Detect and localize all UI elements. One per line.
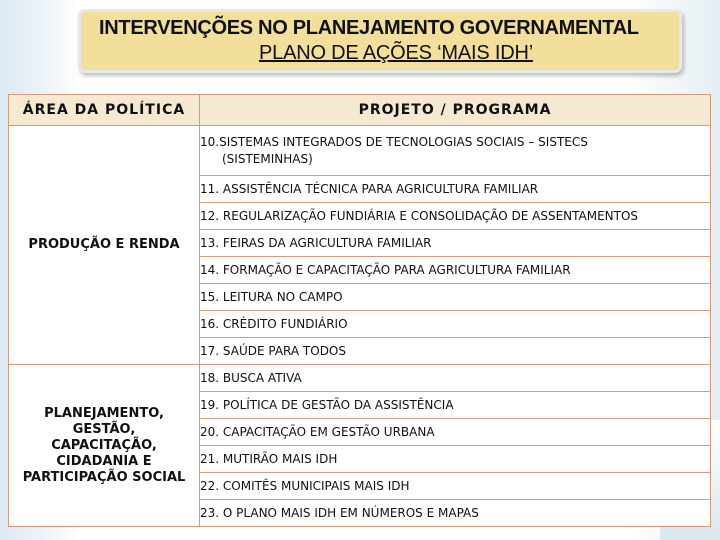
project-item-16: 16. CRÉDITO FUNDIÁRIO <box>200 311 711 338</box>
project-item-12: 12. REGULARIZAÇÃO FUNDIÁRIA E CONSOLIDAÇÃO DE ASSENTAMENTOS <box>200 203 711 230</box>
project-item-15: 15. LEITURA NO CAMPO <box>200 284 711 311</box>
table-header-row <box>9 95 711 126</box>
project-item-17: 17. SAÚDE PARA TODOS <box>200 338 711 365</box>
area-line: CIDADANIA E <box>56 453 152 469</box>
project-item-19: 19. POLÍTICA DE GESTÃO DA ASSISTÊNCIA <box>200 392 711 419</box>
page-subtitle: PLANO DE AÇÕES ‘MAIS IDH’ <box>259 42 533 64</box>
column-header-area: ÁREA DA POLÍTICA <box>9 95 200 126</box>
page-title: INTERVENÇÕES NO PLANEJAMENTO GOVERNAMENTAL <box>99 17 639 39</box>
actions-table <box>8 94 711 527</box>
project-item-10 <box>200 126 711 176</box>
project-item-10-line2: (SISTEMINHAS) <box>222 151 313 166</box>
area-production-income: PRODUÇÃO E RENDA <box>9 126 200 365</box>
title-banner <box>78 9 682 73</box>
area-line: CAPACITAÇÃO, <box>51 437 157 453</box>
table-row <box>9 365 711 392</box>
column-header-project: PROJETO / PROGRAMA <box>200 95 711 126</box>
project-item-18: 18. BUSCA ATIVA <box>200 365 711 392</box>
area-line: PARTICIPAÇÃO SOCIAL <box>22 469 186 485</box>
area-planning-management <box>9 365 200 527</box>
project-item-21: 21. MUTIRÃO MAIS IDH <box>200 446 711 473</box>
project-item-23: 23. O PLANO MAIS IDH EM NÚMEROS E MAPAS <box>200 500 711 527</box>
project-item-20: 20. CAPACITAÇÃO EM GESTÃO URBANA <box>200 419 711 446</box>
project-item-13: 13. FEIRAS DA AGRICULTURA FAMILIAR <box>200 230 711 257</box>
project-item-22: 22. COMITÊS MUNICIPAIS MAIS IDH <box>200 473 711 500</box>
area-line: PLANEJAMENTO, <box>44 405 164 421</box>
table-row <box>9 126 711 176</box>
project-item-14: 14. FORMAÇÃO E CAPACITAÇÃO PARA AGRICULTURA FAMILIAR <box>200 257 711 284</box>
project-item-11: 11. ASSISTÊNCIA TÉCNICA PARA AGRICULTURA FAMILIAR <box>200 176 711 203</box>
project-item-10-line1: 10.SISTEMAS INTEGRADOS DE TECNOLOGIAS SOCIAIS – SISTECS <box>200 134 588 149</box>
area-line: GESTÃO, <box>72 421 136 437</box>
